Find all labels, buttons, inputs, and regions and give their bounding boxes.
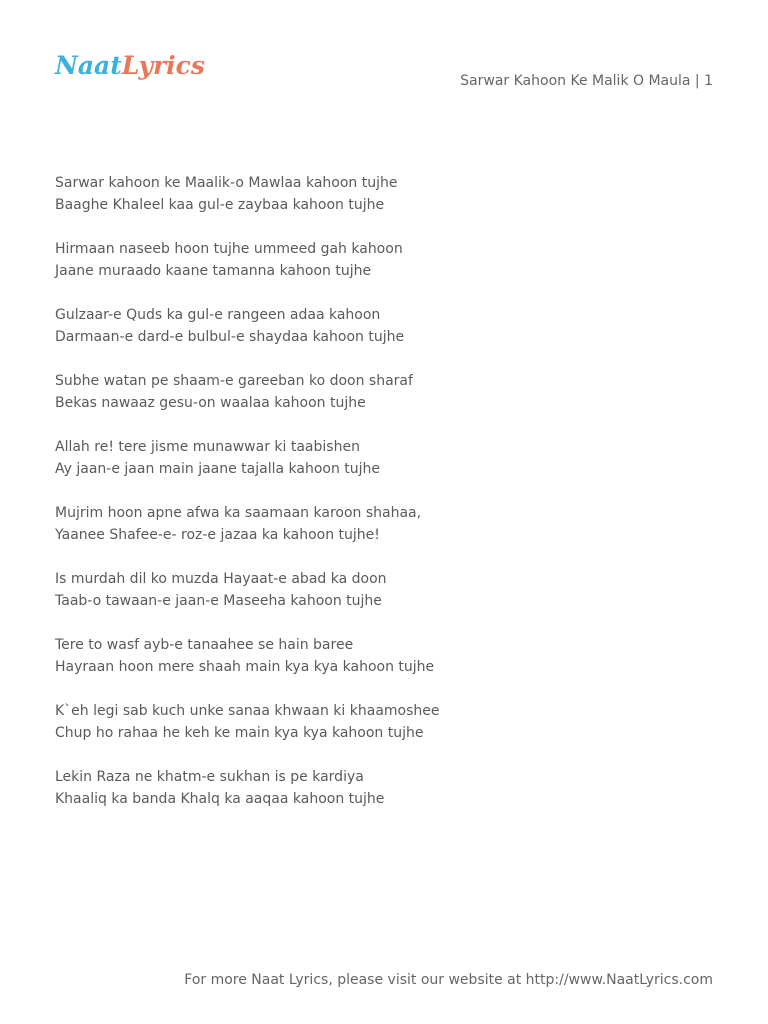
lyric-line: Bekas nawaaz gesu-on waalaa kahoon tujhe [55, 395, 366, 411]
site-logo [55, 50, 205, 82]
stanza [55, 502, 715, 546]
lyric-line: Ay jaan-e jaan main jaane tajalla kahoon tujhe [55, 461, 381, 477]
stanza [55, 568, 715, 612]
lyric-line: Taab-o tawaan-e jaan-e Maseeha kahoon tujhe [55, 593, 382, 609]
lyric-line: Tere to wasf ayb-e tanaahee se hain baree [55, 637, 354, 653]
lyric-line: K`eh legi sab kuch unke sanaa khwaan ki khaamoshee [55, 703, 440, 719]
lyric-line: Darmaan-e dard-e bulbul-e shaydaa kahoon tujhe [55, 329, 405, 345]
lyric-line: Yaanee Shafee-e- roz-e jazaa ka kahoon tujhe! [55, 527, 380, 543]
lyric-line: Allah re! tere jisme munawwar ki taabishen [55, 439, 360, 455]
stanza [55, 766, 715, 810]
stanza [55, 700, 715, 744]
lyric-line: Baaghe Khaleel kaa gul-e zaybaa kahoon tujhe [55, 197, 385, 213]
lyric-line: Gulzaar-e Quds ka gul-e rangeen adaa kahoon [55, 307, 381, 323]
lyric-line: Jaane muraado kaane tamanna kahoon tujhe [55, 263, 372, 279]
lyric-line: Hirmaan naseeb hoon tujhe ummeed gah kahoon [55, 241, 403, 257]
lyric-line: Hayraan hoon mere shaah main kya kya kahoon tujhe [55, 659, 435, 675]
lyric-line: Is murdah dil ko muzda Hayaat-e abad ka doon [55, 571, 387, 587]
stanza [55, 634, 715, 678]
lyric-line: Chup ho rahaa he keh ke main kya kya kahoon tujhe [55, 725, 424, 741]
stanza [55, 172, 715, 216]
lyric-line: Mujrim hoon apne afwa ka saamaan karoon shahaa, [55, 505, 422, 521]
lyric-line: Sarwar kahoon ke Maalik-o Mawlaa kahoon tujhe [55, 175, 398, 191]
lyric-line: Subhe watan pe shaam-e gareeban ko doon sharaf [55, 373, 413, 389]
lyric-line: Khaaliq ka banda Khalq ka aaqaa kahoon tujhe [55, 791, 385, 807]
stanza [55, 238, 715, 282]
page-title: Sarwar Kahoon Ke Malik O Maula | 1 [460, 73, 713, 89]
logo-part-lyrics: Lyrics [121, 51, 205, 80]
footer-website-note: For more Naat Lyrics, please visit our website at http://www.NaatLyrics.com [184, 972, 713, 988]
lyrics-body [55, 172, 715, 832]
logo-part-naat: Naat [55, 51, 122, 80]
stanza [55, 370, 715, 414]
stanza [55, 436, 715, 480]
stanza [55, 304, 715, 348]
lyric-line: Lekin Raza ne khatm-e sukhan is pe kardiya [55, 769, 364, 785]
